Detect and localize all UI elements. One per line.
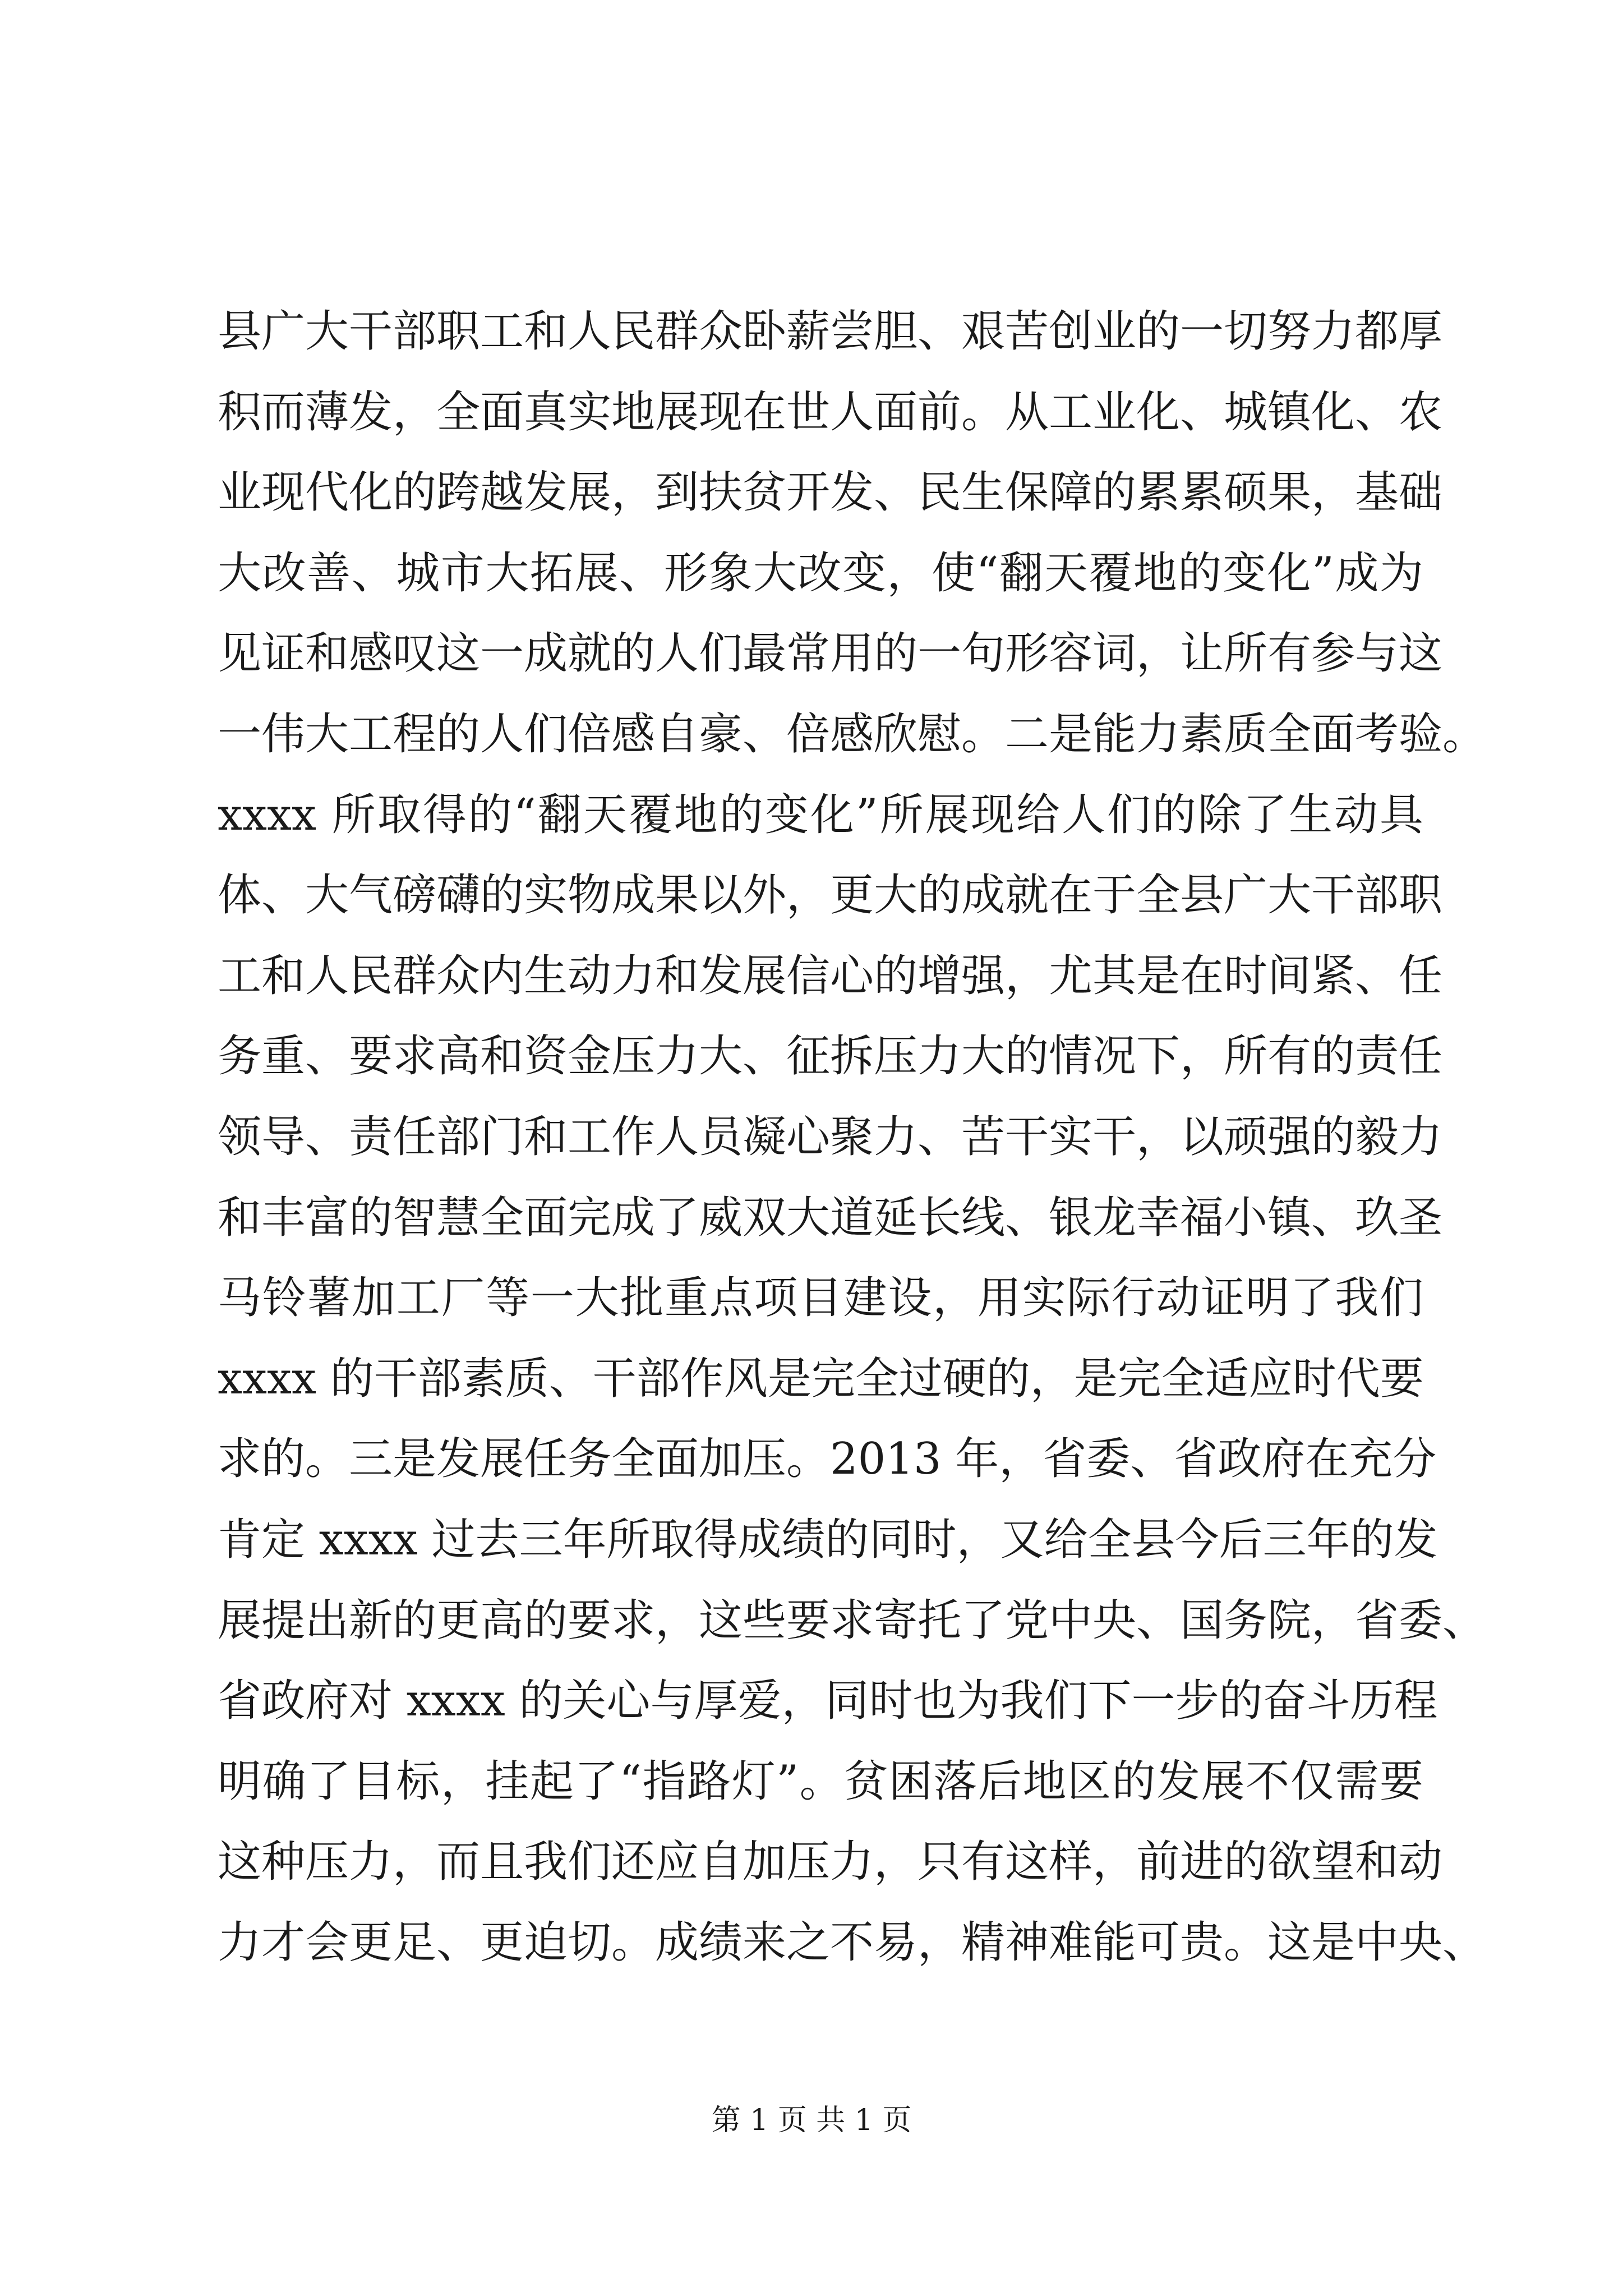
- page-footer: 第 1 页 共 1 页: [711, 2104, 912, 2137]
- text-line: 务重、要求高和资金压力大、征拆压力大的情况下，所有的责任: [218, 1031, 1443, 1082]
- text-line: 领导、责任部门和工作人员凝心聚力、苦干实干，以顽强的毅力: [218, 1111, 1443, 1162]
- text-line: 展提出新的更高的要求，这些要求寄托了党中央、国务院，省委、: [218, 1595, 1487, 1646]
- body-text: [218, 292, 1487, 1983]
- text-line: 积而薄发，全面真实地展现在世人面前。从工业化、城镇化、农: [218, 386, 1443, 438]
- text-line: 工和人民群众内生动力和发展信心的增强，尤其是在时间紧、任: [218, 950, 1443, 1001]
- text-line: 力才会更足、更迫切。成绩来之不易，精神难能可贵。这是中央、: [218, 1917, 1487, 1968]
- text-line: 一伟大工程的人们倍感自豪、倍感欣慰。二是能力素质全面考验。: [218, 708, 1487, 760]
- text-line: 马铃薯加工厂等一大批重点项目建设，用实际行动证明了我们: [218, 1273, 1423, 1324]
- text-line: 求的。三是发展任务全面加压。2013 年，省委、省政府在充分: [218, 1434, 1437, 1485]
- text-line: xxxx 所取得的“翻天覆地的变化”所展现给人们的除了生动具: [218, 789, 1423, 840]
- text-line: 这种压力，而且我们还应自加压力，只有这样，前进的欲望和动: [218, 1837, 1443, 1888]
- text-line: 肯定 xxxx 过去三年所取得成绩的同时，又给全县今后三年的发: [218, 1514, 1438, 1565]
- text-line: 省政府对 xxxx 的关心与厚爱，同时也为我们下一步的奋斗历程: [218, 1676, 1438, 1727]
- text-line: 大改善、城市大拓展、形象大改变，使“翻天覆地的变化”成为: [218, 547, 1423, 599]
- text-line: 体、大气磅礴的实物成果以外，更大的成就在于全县广大干部职: [218, 870, 1443, 921]
- text-line: 明确了目标，挂起了“指路灯”。贫困落后地区的发展不仅需要: [218, 1756, 1423, 1807]
- text-line: 和丰富的智慧全面完成了威双大道延长线、银龙幸福小镇、玖圣: [218, 1192, 1443, 1243]
- text-line: 县广大干部职工和人民群众卧薪尝胆、艰苦创业的一切努力都厚: [218, 306, 1443, 357]
- text-line: 业现代化的跨越发展，到扶贫开发、民生保障的累累硕果，基础: [218, 467, 1443, 518]
- text-line: 见证和感叹这一成就的人们最常用的一句形容词，让所有参与这: [218, 628, 1443, 679]
- text-line: xxxx 的干部素质、干部作风是完全过硬的，是完全适应时代要: [218, 1353, 1424, 1404]
